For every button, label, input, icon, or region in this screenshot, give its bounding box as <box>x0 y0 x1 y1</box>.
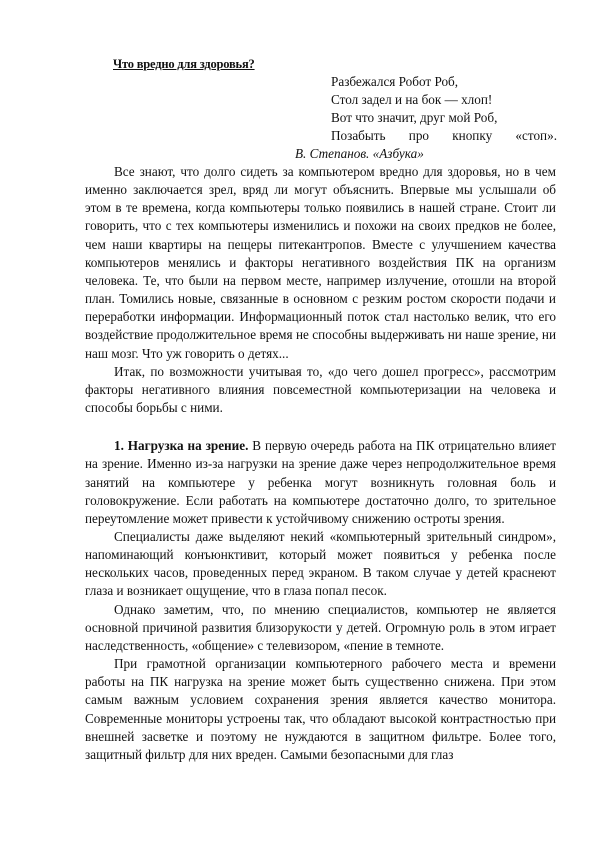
body-text <box>85 163 556 764</box>
epigraph-line: Стол задел и на бок — хлоп! <box>331 92 493 108</box>
section-paragraph: При грамотной организации компьютерного рабочего места и времени работы на ПК нагрузка на зрение может быть существенно снижена. При этом самым важным условием сохранения зрения является качество монитора. Современные мониторы устроены так, что обладают высокой контрастностью при внешней засветке и поэтому не нуждаются в защитном фильтре. Более того, защитный фильтр для них вреден. Самыми безопасными для глаз <box>85 656 556 762</box>
epigraph-line: Позабыть про кнопку «стоп». <box>331 128 557 144</box>
section-paragraph <box>85 437 556 528</box>
section-heading: 1. Нагрузка на зрение. <box>114 438 249 454</box>
section-paragraph: Однако заметим, что, по мнению специалистов, компьютер не является основной причиной развития близорукости у детей. Огромную роль в этом играет наследственность, «общение» с телевизором, «пение в темноте. <box>85 601 556 653</box>
section-text: В первую очередь работа на ПК отрицательно влияет на зрение. Именно из-за нагрузки на зрение даже через непродолжительное время занятий на компьютере у ребенка могут возникнуть головная боль и головокружение. Если работать на компьютере достаточно долго, то зрительное переутомление может привести к устойчивому снижению остроты зрения. <box>85 438 556 526</box>
document-title: Что вредно для здоровья? <box>113 57 255 71</box>
epigraph-author: В. Степанов. «Азбука» <box>295 146 424 161</box>
section-paragraph: Специалисты даже выделяют некий «компьютерный зрительный синдром», напоминающий конъюнктивит, который может появиться у ребенка после нескольких часов, проведенных перед экраном. В таком случае у детей краснеют глаза и возникает ощущение, что в глаза попал песок. <box>85 528 556 599</box>
intro-paragraph: Итак, по возможности учитывая то, «до чего дошел прогресс», рассмотрим факторы негативного влияния повсеместной компьютеризации на человека и способы борьбы с ними. <box>85 363 556 416</box>
epigraph-poem <box>331 73 557 145</box>
intro-paragraph: Все знают, что долго сидеть за компьютером вредно для здоровья, но в чем именно заключается зрел, вряд ли могут объяснить. Впервые мы услышали об этом в те времена, когда компьютеры только появились в нашей стране. Стоит ли говорить, что с тех компьютеры изменились и похожи на своих предков не более, чем наши квартиры на пещеры питекантропов. Вместе с улучшением качества компьютеров менялись и факторы негативного воздействия ПК на организм человека. Те, что были на первом месте, например излучение, отошли на второй план. Томились новые, связанные в основном с резким ростом скорости подачи и переработки информации. Информационный поток стал настолько велик, что его воздействие продолжительное время не способны выдерживать ни наше зрение, ни наш мозг. Что уж говорить о детях... <box>85 164 556 361</box>
epigraph-line: Вот что значит, друг мой Роб, <box>331 110 498 126</box>
epigraph-line: Разбежался Робот Роб, <box>331 74 459 89</box>
